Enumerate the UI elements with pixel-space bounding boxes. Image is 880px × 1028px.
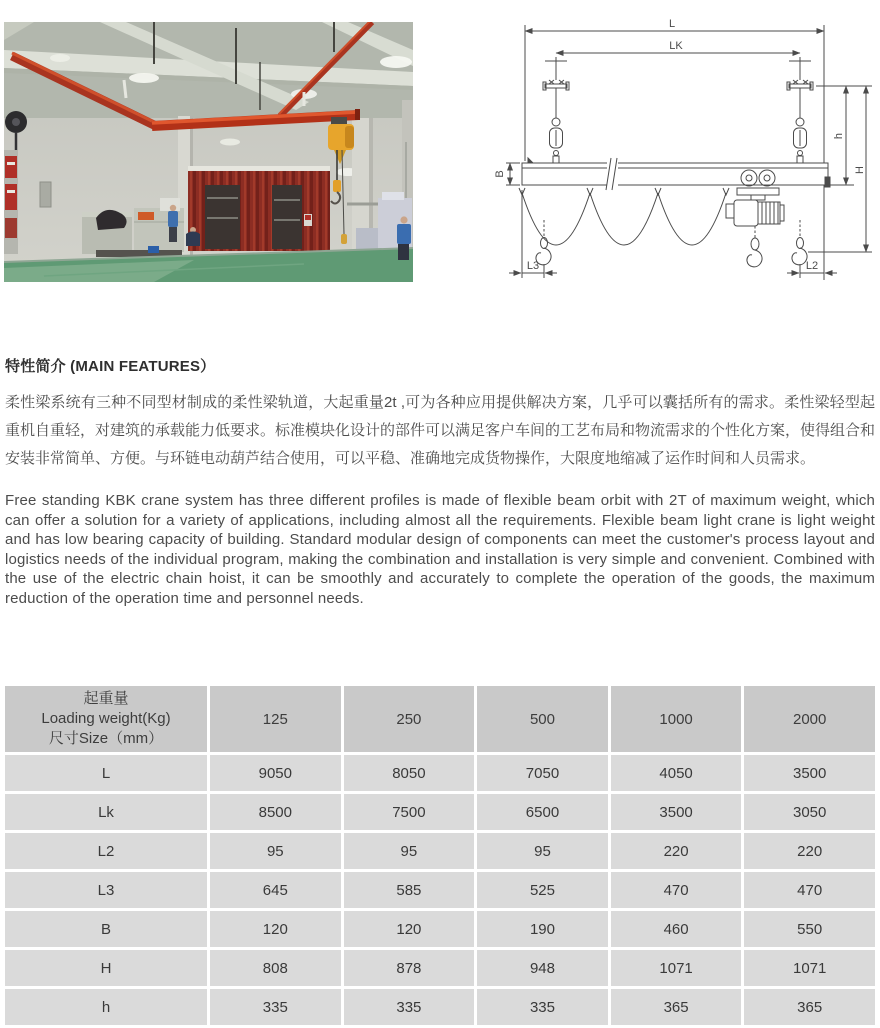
row-label: L2 <box>5 833 207 869</box>
dim-label-l3: L3 <box>526 260 540 272</box>
dim-label-h-small: h <box>833 132 845 140</box>
cell: 8500 <box>210 794 341 830</box>
hook-right <box>792 220 807 265</box>
cell: 190 <box>477 911 608 947</box>
crane-dimension-diagram <box>472 12 876 292</box>
table-row <box>5 872 875 908</box>
cell: 120 <box>210 911 341 947</box>
row-label: h <box>5 989 207 1025</box>
workshop-photo <box>4 22 413 282</box>
corner-line-en: Loading weight(Kg) <box>41 710 171 727</box>
table-row <box>5 950 875 986</box>
cell: 9050 <box>210 755 341 791</box>
cell: 335 <box>344 989 475 1025</box>
cell: 4050 <box>611 755 742 791</box>
cell: 470 <box>744 872 875 908</box>
suspension-hanger-left <box>543 57 569 163</box>
features-paragraph-cn: 柔性梁系统有三种不同型材制成的柔性梁轨道，大起重量2t ,可为各种应用提供解决方案，几乎可以囊括所有的需求。柔性梁轻型起重机自重轻，对建筑的承载能力低要求。标准模块化设计的部件可以满足客户车间的工艺布局和物流需求的个性化方案，使得组合和安装非常简单、方便。与环链电动葫芦结合使用，可以平稳、准确地完成货物操作，大限度地缩减了运作时间和人员需求。 <box>5 394 876 467</box>
cell: 220 <box>611 833 742 869</box>
row-label: B <box>5 911 207 947</box>
dim-label-l2: L2 <box>805 260 819 272</box>
cell: 335 <box>210 989 341 1025</box>
cell: 585 <box>344 872 475 908</box>
cell: 7500 <box>344 794 475 830</box>
spec-table-header-row <box>5 686 875 752</box>
corner-line-cn-top: 起重量 <box>83 690 129 707</box>
flexible-beam <box>522 158 830 190</box>
row-label: H <box>5 950 207 986</box>
cell: 95 <box>210 833 341 869</box>
table-row <box>5 833 875 869</box>
column-header: 1000 <box>611 686 742 752</box>
column-header: 2000 <box>744 686 875 752</box>
spec-table <box>2 683 878 1028</box>
table-row <box>5 755 875 791</box>
column-header: 125 <box>210 686 341 752</box>
features-section <box>5 355 875 608</box>
cell: 3050 <box>744 794 875 830</box>
cell: 335 <box>477 989 608 1025</box>
cell: 3500 <box>611 794 742 830</box>
column-header: 500 <box>477 686 608 752</box>
cell: 3500 <box>744 755 875 791</box>
wall-panel <box>40 182 51 207</box>
dim-label-l: L <box>668 18 676 30</box>
row-label: L3 <box>5 872 207 908</box>
features-paragraph-en: Free standing KBK crane system has three different profiles is made of flexible beam orbit with 2T of maximum weight, which can offer a solution for a variety of applications, including almost all the requirements. Flexible beam light crane is light weight and has low bearing capacity of building. Standard modular design of components can meet the customer's process layout and logistics needs of the individual program, making the combination and installation is very simple and convenient. Combined with the use of the electric chain hoist, it can be smoothly and accurately to complete the operation of the goods, the maximum reduction of the operation time and personnel needs. <box>5 492 875 607</box>
festoon-cable <box>519 188 729 245</box>
cell: 120 <box>344 911 475 947</box>
cell: 1071 <box>744 950 875 986</box>
cell: 460 <box>611 911 742 947</box>
cell: 808 <box>210 950 341 986</box>
row-label: Lk <box>5 794 207 830</box>
cell: 7050 <box>477 755 608 791</box>
left-cabinet <box>4 150 18 254</box>
row-label: L <box>5 755 207 791</box>
cell: 878 <box>344 950 475 986</box>
column-header: 250 <box>344 686 475 752</box>
corner-line-cn-bottom: 尺寸Size（mm） <box>48 730 164 747</box>
spec-table-corner-header <box>5 686 207 752</box>
cell: 1071 <box>611 950 742 986</box>
features-heading: 特性简介 (MAIN FEATURES） <box>5 358 216 375</box>
suspension-hanger-right <box>787 57 813 163</box>
cell: 220 <box>744 833 875 869</box>
cell: 470 <box>611 872 742 908</box>
cell: 8050 <box>344 755 475 791</box>
cell: 525 <box>477 872 608 908</box>
table-row <box>5 911 875 947</box>
dim-label-h-big: H <box>854 166 866 174</box>
table-row <box>5 989 875 1025</box>
cell: 95 <box>344 833 475 869</box>
cell: 550 <box>744 911 875 947</box>
cell: 6500 <box>477 794 608 830</box>
cell: 948 <box>477 950 608 986</box>
dim-label-lk: LK <box>669 40 683 52</box>
cell: 645 <box>210 872 341 908</box>
dim-label-b: B <box>494 170 506 178</box>
table-row <box>5 794 875 830</box>
cell: 95 <box>477 833 608 869</box>
cell: 365 <box>744 989 875 1025</box>
curtain-wall <box>188 166 330 251</box>
cell: 365 <box>611 989 742 1025</box>
